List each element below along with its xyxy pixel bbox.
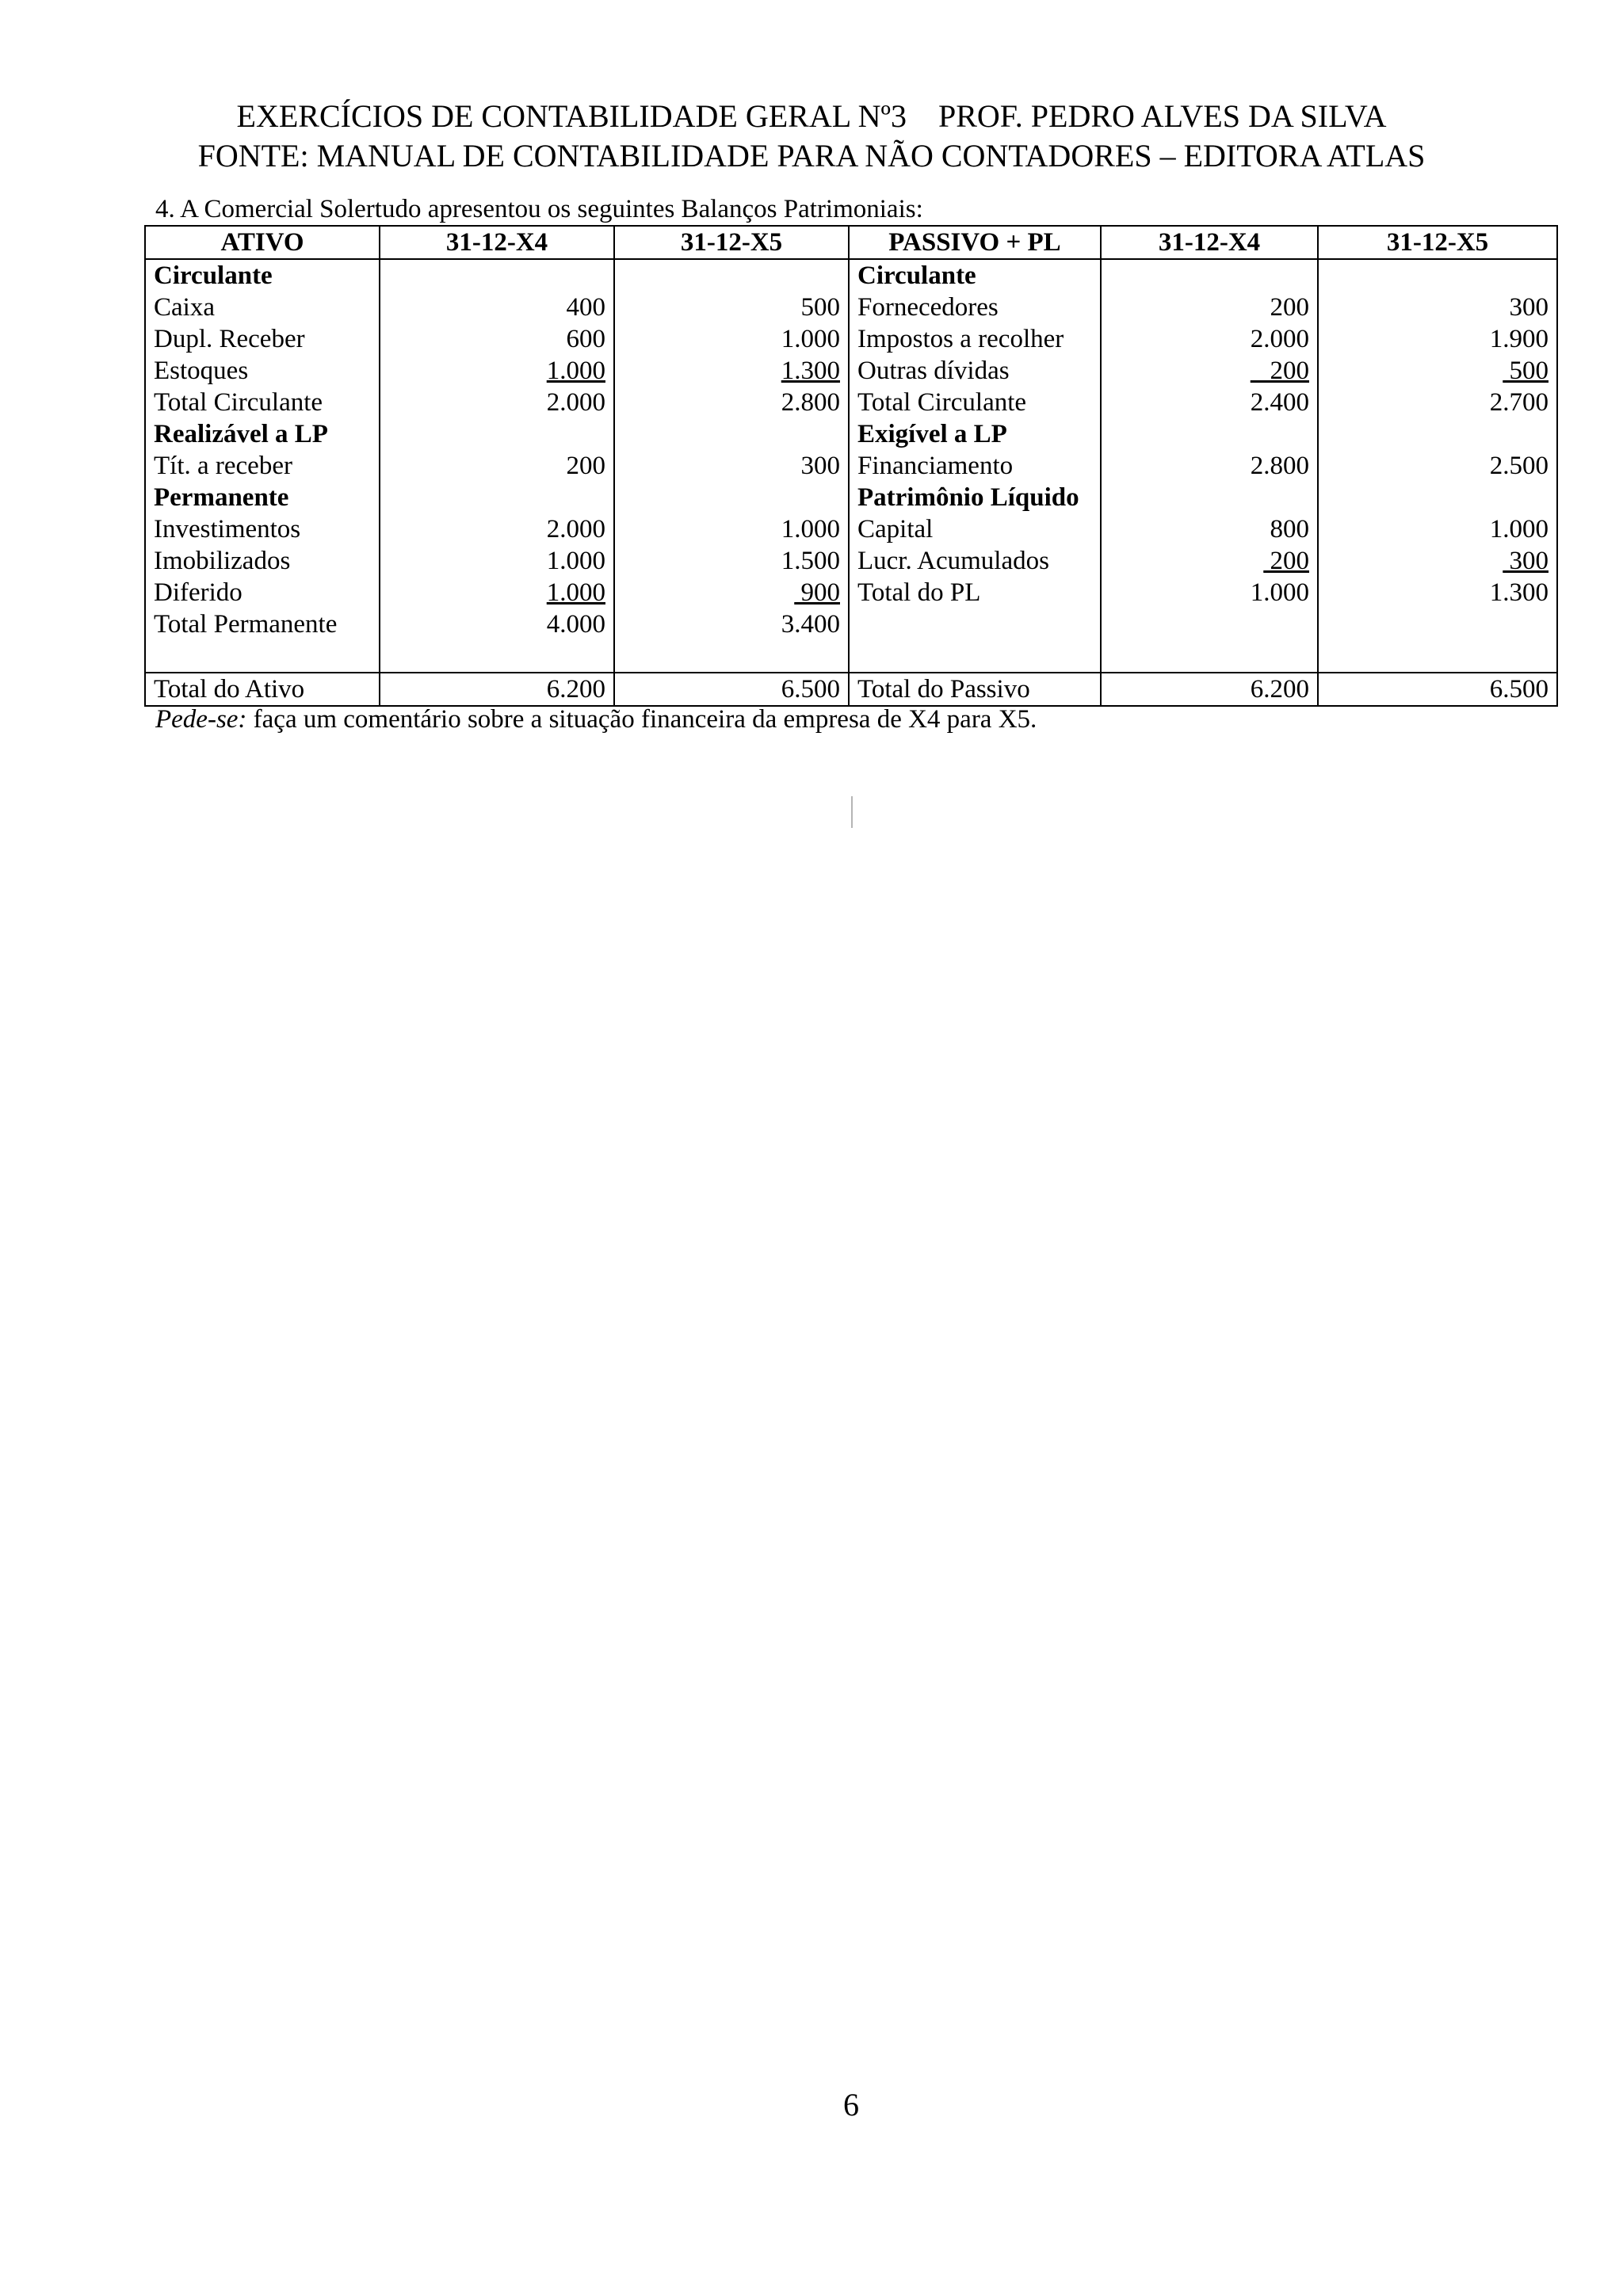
cell-value (1318, 545, 1557, 577)
cell-value (614, 355, 849, 387)
text-cursor-mark (851, 796, 853, 828)
cell-label: Impostos a recolher (849, 323, 1101, 355)
underlined-value (1251, 357, 1309, 385)
cell-label (849, 608, 1101, 640)
cell-value: 2.800 (1101, 450, 1318, 482)
cell-value: 200 (380, 450, 614, 482)
cell-value: 2.500 (1318, 450, 1557, 482)
cell-label: Capital (849, 513, 1101, 545)
cell-value (380, 577, 614, 608)
cell-value: 600 (380, 323, 614, 355)
cell-value: 1.300 (1318, 577, 1557, 608)
cell-label: Tít. a receber (145, 450, 380, 482)
cell-value: 1.000 (614, 323, 849, 355)
header-author: PROF. PEDRO ALVES DA SILVA (938, 98, 1387, 134)
cell-value: 1.000 (1318, 513, 1557, 545)
cell (380, 259, 614, 292)
section-realizavel-lp: Realizável a LP (145, 418, 380, 450)
cell (1101, 418, 1318, 450)
cell (380, 418, 614, 450)
header-title (0, 97, 1623, 136)
cell-label: Fornecedores (849, 292, 1101, 323)
table-row (145, 292, 1557, 323)
value-text: 200 (1270, 547, 1309, 575)
col-header-passivo: PASSIVO + PL (849, 226, 1101, 259)
cell-label: Caixa (145, 292, 380, 323)
cell (1101, 259, 1318, 292)
question-lead: Pede-se: (155, 705, 247, 734)
cell-label: Outras dívidas (849, 355, 1101, 387)
page-number: 6 (843, 2087, 859, 2122)
cell-value: 1.000 (380, 545, 614, 577)
empty-cell (145, 640, 380, 673)
cell-value: 1.000 (1101, 577, 1318, 608)
col-header-ativo: ATIVO (145, 226, 380, 259)
empty-cell (1101, 640, 1318, 673)
cell-value: 2.400 (1101, 387, 1318, 418)
cell-label: Lucr. Acumulados (849, 545, 1101, 577)
cell (1318, 482, 1557, 513)
cell-value: 200 (1101, 292, 1318, 323)
cell-value: 400 (380, 292, 614, 323)
header-source: FONTE: MANUAL DE CONTABILIDADE PARA NÃO CONTADORES – EDITORA ATLAS (197, 138, 1426, 174)
cell-value: 800 (1101, 513, 1318, 545)
cell-label: Total Permanente (145, 608, 380, 640)
total-ativo-x4: 6.200 (380, 673, 614, 706)
underlined-value: 1.300 (781, 357, 840, 385)
table-row (145, 482, 1557, 513)
col-header-ativo-x4: 31-12-X4 (380, 226, 614, 259)
value-text: 500 (1509, 357, 1549, 385)
empty-cell (614, 640, 849, 673)
exercise-question (155, 704, 1037, 735)
underlined-value (794, 578, 840, 607)
cell (614, 482, 849, 513)
cell-label: Investimentos (145, 513, 380, 545)
exercise-intro: 4. A Comercial Solertudo apresentou os seguintes Balanços Patrimoniais: (155, 195, 923, 223)
empty-cell (849, 640, 1101, 673)
cell (1318, 259, 1557, 292)
cell-label: Dupl. Receber (145, 323, 380, 355)
cell-value (1101, 545, 1318, 577)
question-text: faça um comentário sobre a situação financeira da empresa de X4 para X5. (253, 705, 1037, 734)
underlined-value (1503, 357, 1549, 385)
col-header-passivo-x5: 31-12-X5 (1318, 226, 1557, 259)
table-row (145, 577, 1557, 608)
underlined-value: 1.000 (546, 578, 605, 607)
section-ativo-circulante: Circulante (145, 259, 380, 292)
cell (380, 482, 614, 513)
col-header-ativo-x5: 31-12-X5 (614, 226, 849, 259)
cell-label: Estoques (145, 355, 380, 387)
empty-cell (380, 640, 614, 673)
cell-value: 2.000 (380, 513, 614, 545)
cell-value: 3.400 (614, 608, 849, 640)
balance-sheet-table (144, 225, 1558, 707)
table-header-row (145, 226, 1557, 259)
table-row (145, 450, 1557, 482)
value-text: 300 (1509, 547, 1549, 575)
cell-value: 1.500 (614, 545, 849, 577)
cell-value: 500 (614, 292, 849, 323)
section-exigivel-lp: Exigível a LP (849, 418, 1101, 450)
section-passivo-circulante: Circulante (849, 259, 1101, 292)
cell-value (614, 577, 849, 608)
table-row (145, 513, 1557, 545)
cell-value (1101, 355, 1318, 387)
total-passivo-x4: 6.200 (1101, 673, 1318, 706)
cell-value: 1.900 (1318, 323, 1557, 355)
table-row (145, 545, 1557, 577)
cell-value (380, 355, 614, 387)
cell-value: 300 (1318, 292, 1557, 323)
value-text: 900 (800, 578, 840, 607)
cell-label: Total Circulante (145, 387, 380, 418)
total-ativo-x5: 6.500 (614, 673, 849, 706)
table-row (145, 259, 1557, 292)
underlined-value (1503, 547, 1549, 575)
col-header-passivo-x4: 31-12-X4 (1101, 226, 1318, 259)
table-spacer-row (145, 640, 1557, 673)
section-permanente: Permanente (145, 482, 380, 513)
underlined-value (1263, 547, 1309, 575)
cell-value: 2.700 (1318, 387, 1557, 418)
table-row (145, 418, 1557, 450)
section-patrimonio-liquido: Patrimônio Líquido (849, 482, 1101, 513)
table-row (145, 608, 1557, 640)
cell (1318, 418, 1557, 450)
cell-label: Total do PL (849, 577, 1101, 608)
cell-value (1318, 608, 1557, 640)
cell-label: Imobilizados (145, 545, 380, 577)
total-passivo-label: Total do Passivo (849, 673, 1101, 706)
table-row (145, 387, 1557, 418)
table-row (145, 355, 1557, 387)
cell-label: Financiamento (849, 450, 1101, 482)
value-text: 200 (1270, 357, 1309, 385)
table-row (145, 323, 1557, 355)
cell-label: Diferido (145, 577, 380, 608)
cell-value: 300 (614, 450, 849, 482)
underlined-value: 1.000 (546, 357, 605, 385)
total-passivo-x5: 6.500 (1318, 673, 1557, 706)
total-ativo-label: Total do Ativo (145, 673, 380, 706)
cell-value (1101, 608, 1318, 640)
table-total-row (145, 673, 1557, 706)
cell (1101, 482, 1318, 513)
cell-value: 1.000 (614, 513, 849, 545)
cell-label: Total Circulante (849, 387, 1101, 418)
cell-value: 4.000 (380, 608, 614, 640)
empty-cell (1318, 640, 1557, 673)
cell (614, 259, 849, 292)
cell-value: 2.000 (1101, 323, 1318, 355)
cell (614, 418, 849, 450)
cell-value (1318, 355, 1557, 387)
header-title-left: EXERCÍCIOS DE CONTABILIDADE GERAL Nº3 (236, 98, 907, 134)
cell-value: 2.000 (380, 387, 614, 418)
cell-value: 2.800 (614, 387, 849, 418)
